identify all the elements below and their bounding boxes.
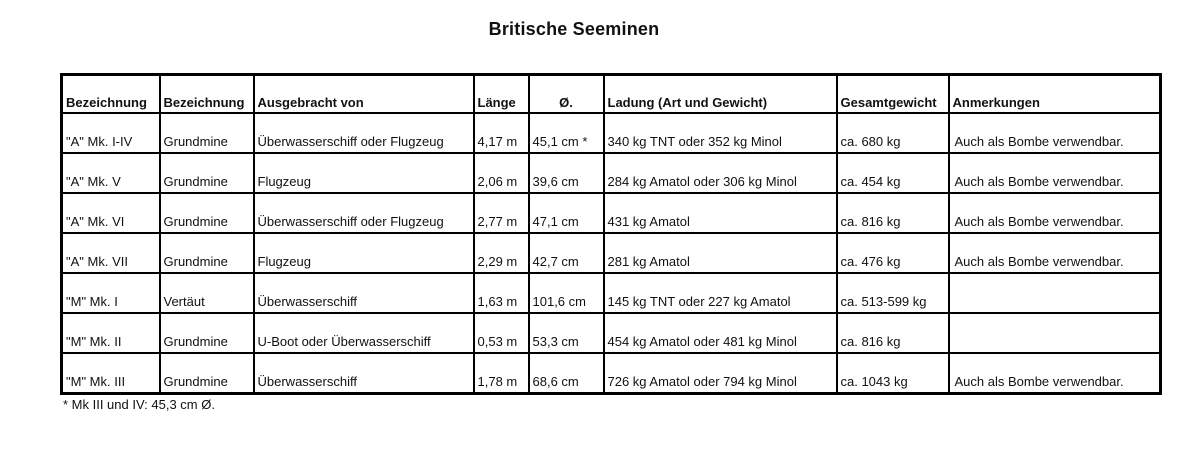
cell-ladung: 726 kg Amatol oder 794 kg Minol [604,353,837,394]
cell-ladung: 281 kg Amatol [604,233,837,273]
column-header-laenge: Länge [474,75,529,114]
cell-gesamtgewicht: ca. 454 kg [837,153,949,193]
cell-ausgebracht-von: Überwasserschiff [254,273,474,313]
table-row [62,313,1161,353]
cell-durchmesser: 53,3 cm [529,313,604,353]
cell-durchmesser: 39,6 cm [529,153,604,193]
cell-laenge: 0,53 m [474,313,529,353]
column-header-anmerkungen: Anmerkungen [949,75,1161,114]
table-row [62,353,1161,394]
cell-bezeichnung: "M" Mk. III [62,353,160,394]
cell-laenge: 2,29 m [474,233,529,273]
cell-anmerkungen: Auch als Bombe verwendbar. [949,353,1161,394]
column-header-ausgebracht-von: Ausgebracht von [254,75,474,114]
cell-typ: Grundmine [160,193,254,233]
table-row [62,113,1161,153]
cell-ausgebracht-von: Flugzeug [254,153,474,193]
column-header-durchmesser: Ø. [529,75,604,114]
cell-typ: Grundmine [160,233,254,273]
cell-gesamtgewicht: ca. 816 kg [837,193,949,233]
column-header-gesamtgewicht: Gesamtgewicht [837,75,949,114]
cell-ausgebracht-von: Überwasserschiff oder Flugzeug [254,113,474,153]
cell-typ: Grundmine [160,113,254,153]
cell-durchmesser: 42,7 cm [529,233,604,273]
cell-bezeichnung: "A" Mk. V [62,153,160,193]
cell-durchmesser: 101,6 cm [529,273,604,313]
column-header-ladung: Ladung (Art und Gewicht) [604,75,837,114]
cell-gesamtgewicht: ca. 680 kg [837,113,949,153]
footnote: * Mk III und IV: 45,3 cm Ø. [63,397,215,412]
cell-ausgebracht-von: Flugzeug [254,233,474,273]
cell-ladung: 454 kg Amatol oder 481 kg Minol [604,313,837,353]
cell-laenge: 1,63 m [474,273,529,313]
cell-ladung: 431 kg Amatol [604,193,837,233]
cell-gesamtgewicht: ca. 513-599 kg [837,273,949,313]
cell-laenge: 4,17 m [474,113,529,153]
cell-bezeichnung: "A" Mk. I-IV [62,113,160,153]
cell-ladung: 340 kg TNT oder 352 kg Minol [604,113,837,153]
cell-bezeichnung: "M" Mk. II [62,313,160,353]
cell-bezeichnung: "A" Mk. VII [62,233,160,273]
cell-gesamtgewicht: ca. 1043 kg [837,353,949,394]
cell-laenge: 2,77 m [474,193,529,233]
page-title: Britische Seeminen [488,19,660,39]
cell-anmerkungen [949,273,1161,313]
cell-ausgebracht-von: Überwasserschiff oder Flugzeug [254,193,474,233]
cell-laenge: 1,78 m [474,353,529,394]
cell-typ: Grundmine [160,313,254,353]
cell-anmerkungen: Auch als Bombe verwendbar. [949,153,1161,193]
cell-ausgebracht-von: Überwasserschiff [254,353,474,394]
cell-laenge: 2,06 m [474,153,529,193]
cell-ausgebracht-von: U-Boot oder Überwasserschiff [254,313,474,353]
cell-typ: Grundmine [160,353,254,394]
cell-anmerkungen: Auch als Bombe verwendbar. [949,193,1161,233]
table-header-row [62,75,1161,114]
column-header-bezeichnung-2: Bezeichnung [160,75,254,114]
cell-bezeichnung: "M" Mk. I [62,273,160,313]
cell-anmerkungen [949,313,1161,353]
cell-durchmesser: 45,1 cm * [529,113,604,153]
column-header-bezeichnung: Bezeichnung [62,75,160,114]
table-row [62,153,1161,193]
cell-ladung: 145 kg TNT oder 227 kg Amatol [604,273,837,313]
cell-gesamtgewicht: ca. 816 kg [837,313,949,353]
cell-durchmesser: 47,1 cm [529,193,604,233]
mines-table [60,73,1162,395]
table-row [62,233,1161,273]
table-row [62,273,1161,313]
cell-ladung: 284 kg Amatol oder 306 kg Minol [604,153,837,193]
cell-anmerkungen: Auch als Bombe verwendbar. [949,233,1161,273]
cell-bezeichnung: "A" Mk. VI [62,193,160,233]
cell-typ: Vertäut [160,273,254,313]
cell-typ: Grundmine [160,153,254,193]
cell-durchmesser: 68,6 cm [529,353,604,394]
cell-anmerkungen: Auch als Bombe verwendbar. [949,113,1161,153]
cell-gesamtgewicht: ca. 476 kg [837,233,949,273]
table-row [62,193,1161,233]
